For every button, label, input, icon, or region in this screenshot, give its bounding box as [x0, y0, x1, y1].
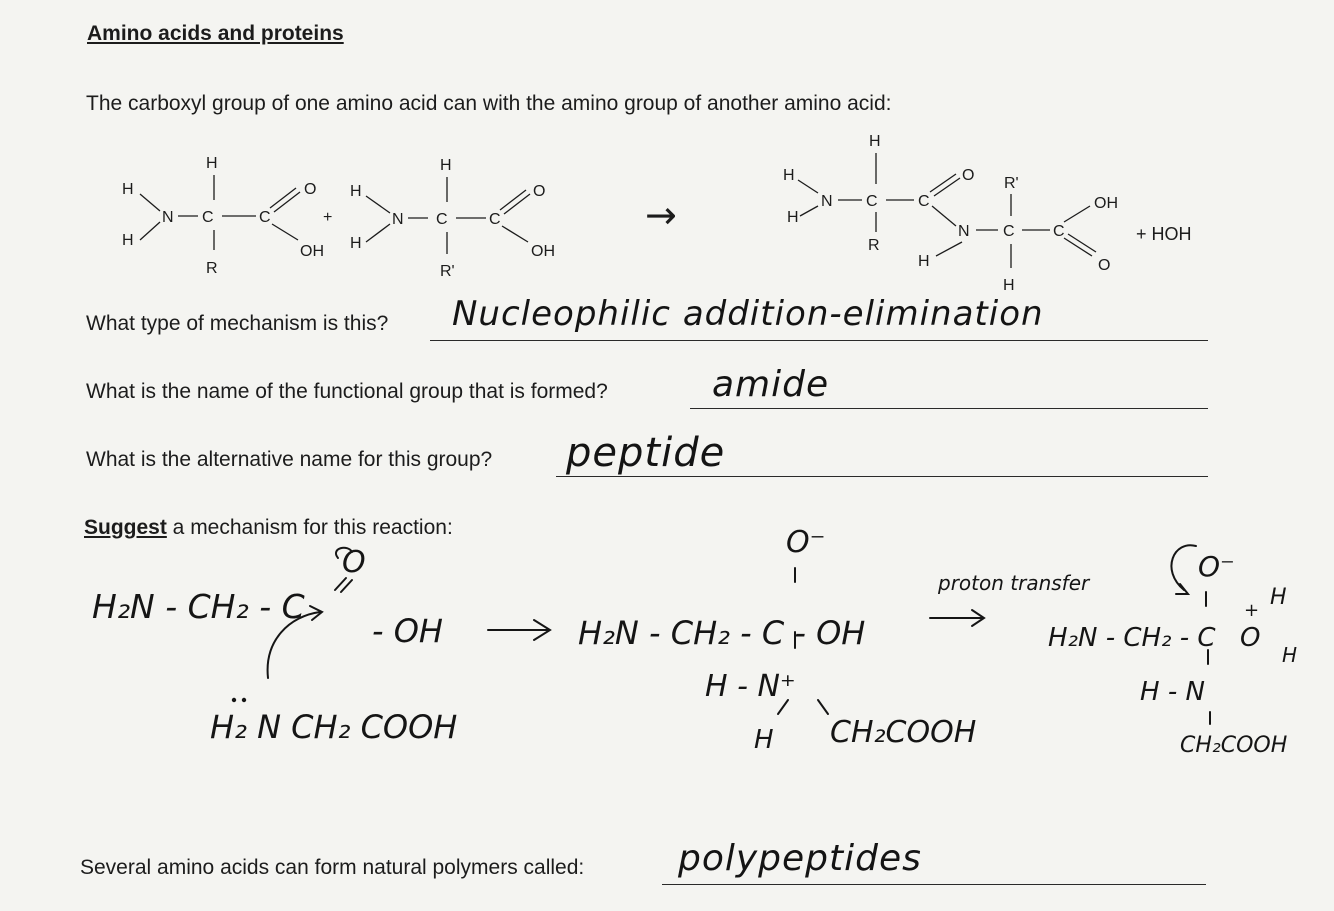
svg-text:R: R [868, 237, 880, 254]
svg-text:H: H [869, 133, 881, 150]
svg-text:C: C [202, 209, 214, 226]
svg-text:H: H [206, 155, 218, 172]
question-alternative-name: What is the alternative name for this group? [86, 448, 493, 471]
svg-text:H - N⁺: H - N⁺ [705, 669, 796, 704]
mechanism-step-2 [578, 525, 976, 755]
answer-mechanism-type: Nucleophilic addition-elimination [452, 294, 1044, 334]
svg-text:- OH: - OH [372, 612, 443, 650]
svg-text:H: H [918, 253, 930, 270]
question-polymers: Several amino acids can form natural polymers called: [80, 856, 585, 879]
proton-transfer-label: proton transfer [938, 571, 1090, 595]
svg-text:H: H [350, 183, 362, 200]
svg-text:R': R' [440, 263, 455, 280]
svg-text:C: C [489, 211, 501, 228]
intro-text: The carboxyl group of one amino acid can with the amino group of another amino acid: [86, 92, 892, 115]
suggest-rest: a mechanism for this reaction: [166, 516, 453, 539]
svg-text:CH₂COOH: CH₂COOH [830, 715, 977, 750]
svg-text:H: H [350, 235, 362, 252]
svg-text:O: O [304, 181, 317, 198]
svg-text:C: C [866, 193, 878, 210]
svg-text:O⁻: O⁻ [1198, 550, 1235, 583]
svg-text:O⁻: O⁻ [786, 525, 826, 560]
svg-text:H: H [1270, 585, 1287, 610]
svg-text:H - N: H - N [1140, 677, 1205, 707]
svg-text:H: H [122, 232, 134, 249]
svg-text:H₂ N CH₂ COOH: H₂ N CH₂ COOH [210, 708, 458, 746]
plus-sign: + [323, 209, 333, 226]
svg-text:O: O [1240, 623, 1261, 653]
suggest-word: Suggest [84, 516, 167, 539]
svg-text:H₂N - CH₂ - C: H₂N - CH₂ - C [92, 587, 305, 626]
reaction-arrow: → [645, 193, 677, 237]
svg-text:H: H [1003, 277, 1015, 294]
svg-text:N: N [958, 223, 970, 240]
answer-alternative-name: peptide [566, 430, 726, 476]
page-title: Amino acids and proteins [87, 22, 344, 45]
svg-text:H: H [1282, 643, 1298, 667]
svg-text:R': R' [1004, 175, 1019, 192]
svg-text:H: H [783, 167, 795, 184]
mechanism-arrow-2 [930, 610, 984, 626]
svg-text:C: C [1003, 223, 1015, 240]
mechanism-step-1 [92, 545, 457, 746]
svg-text:C: C [436, 211, 448, 228]
svg-text:C: C [259, 209, 271, 226]
svg-text:N: N [162, 209, 174, 226]
mechanism-arrow-1 [488, 620, 550, 640]
question-mechanism-type: What type of mechanism is this? [86, 312, 389, 335]
svg-text:C: C [1053, 223, 1065, 240]
svg-text:N: N [392, 211, 404, 228]
svg-text:N: N [821, 193, 833, 210]
svg-text:H: H [122, 181, 134, 198]
svg-text:R: R [206, 260, 218, 277]
svg-text:C: C [918, 193, 930, 210]
svg-text:+: + [1244, 600, 1260, 621]
svg-text:OH: OH [1094, 195, 1118, 212]
svg-text:OH: OH [300, 243, 324, 260]
byproduct-water: + HOH [1136, 224, 1192, 244]
answer-line-polymers [662, 884, 1206, 885]
svg-text:H₂N - CH₂ - C - OH: H₂N - CH₂ - C - OH [578, 614, 866, 652]
svg-text:H: H [754, 725, 774, 755]
svg-text:H: H [787, 209, 799, 226]
svg-text:H₂N - CH₂ - C: H₂N - CH₂ - C [1048, 623, 1216, 653]
answer-functional-group: amide [712, 364, 830, 405]
question-functional-group: What is the name of the functional group that is formed? [86, 380, 608, 403]
svg-text:O: O [533, 183, 546, 200]
svg-text:O: O [1098, 257, 1111, 274]
svg-text:O: O [342, 545, 366, 580]
svg-text:OH: OH [531, 243, 555, 260]
svg-text:O: O [962, 167, 975, 184]
svg-text:H: H [440, 157, 452, 174]
answer-polymers: polypeptides [678, 838, 922, 879]
svg-text:CH₂COOH: CH₂COOH [1180, 733, 1288, 758]
